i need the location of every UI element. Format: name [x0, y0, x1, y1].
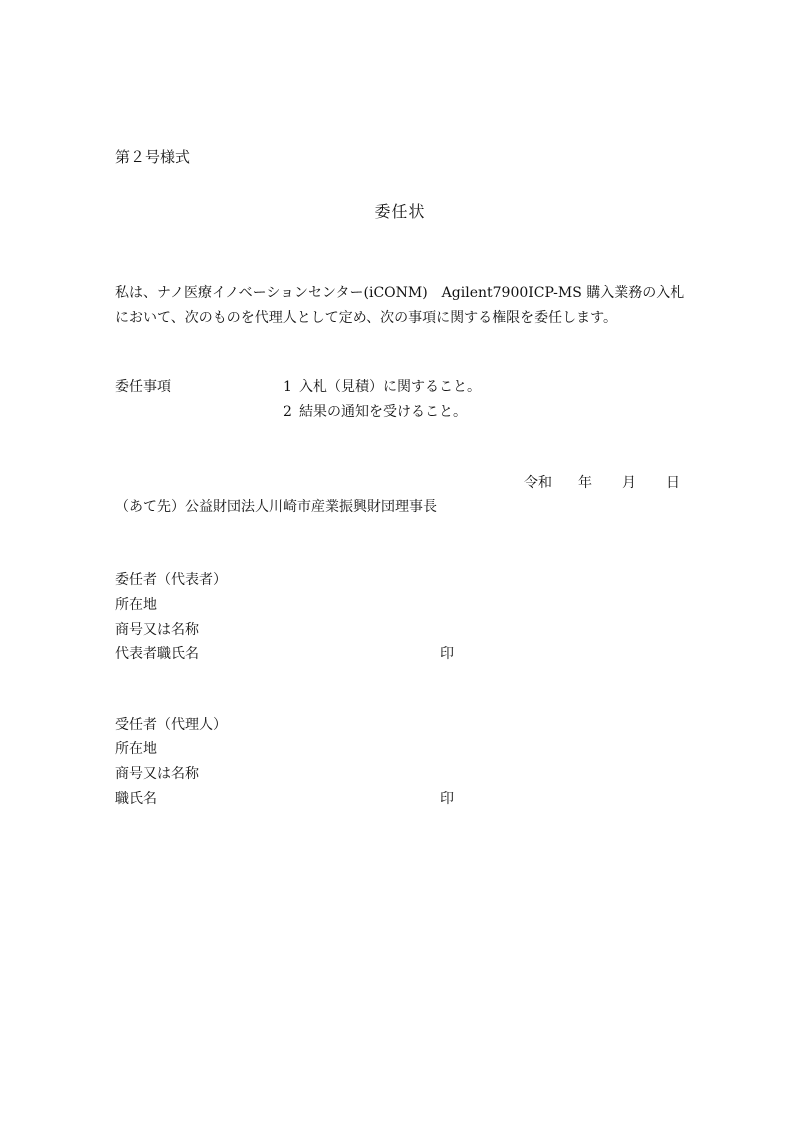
addressee: （あて先）公益財団法人川崎市産業振興財団理事長 — [115, 499, 437, 515]
date-year: 年 — [578, 475, 592, 491]
body-text-line-2: において、次のものを代理人として定め、次の事項に関する権限を委任します。 — [115, 310, 618, 326]
agent-name-title-label: 職氏名 — [115, 791, 157, 807]
date-month: 月 — [622, 475, 636, 491]
body-text-line-1: 私は、ナノ医療イノベーションセンター(iCONM) Agilent7900ICP-MS 購入業務の入札 — [115, 285, 685, 301]
principal-representative-label: 代表者職氏名 — [115, 646, 199, 662]
delegated-matter-number: 1 — [283, 379, 292, 395]
agent-address-label: 所在地 — [115, 741, 157, 757]
delegated-matter-text: 結果の通知を受けること。 — [299, 404, 467, 420]
principal-section-title: 委任者（代表者） — [115, 572, 227, 588]
delegated-matter-number: 2 — [283, 404, 292, 420]
form-number: 第２号様式 — [115, 148, 191, 166]
delegated-matter-text: 入札（見積）に関すること。 — [299, 379, 481, 395]
agent-section-title: 受任者（代理人） — [115, 717, 227, 733]
principal-company-name-label: 商号又は名称 — [115, 622, 199, 638]
delegated-matters-label: 委任事項 — [115, 379, 171, 395]
agent-seal-mark: 印 — [440, 791, 454, 807]
agent-company-name-label: 商号又は名称 — [115, 766, 199, 782]
date-line — [524, 476, 680, 490]
delegated-matter-item — [283, 405, 467, 419]
date-day: 日 — [666, 475, 680, 491]
delegated-matter-item — [283, 380, 481, 394]
page-title: 委任状 — [374, 202, 426, 221]
principal-seal-mark: 印 — [440, 646, 454, 662]
principal-address-label: 所在地 — [115, 597, 157, 613]
date-era: 令和 — [524, 475, 552, 491]
